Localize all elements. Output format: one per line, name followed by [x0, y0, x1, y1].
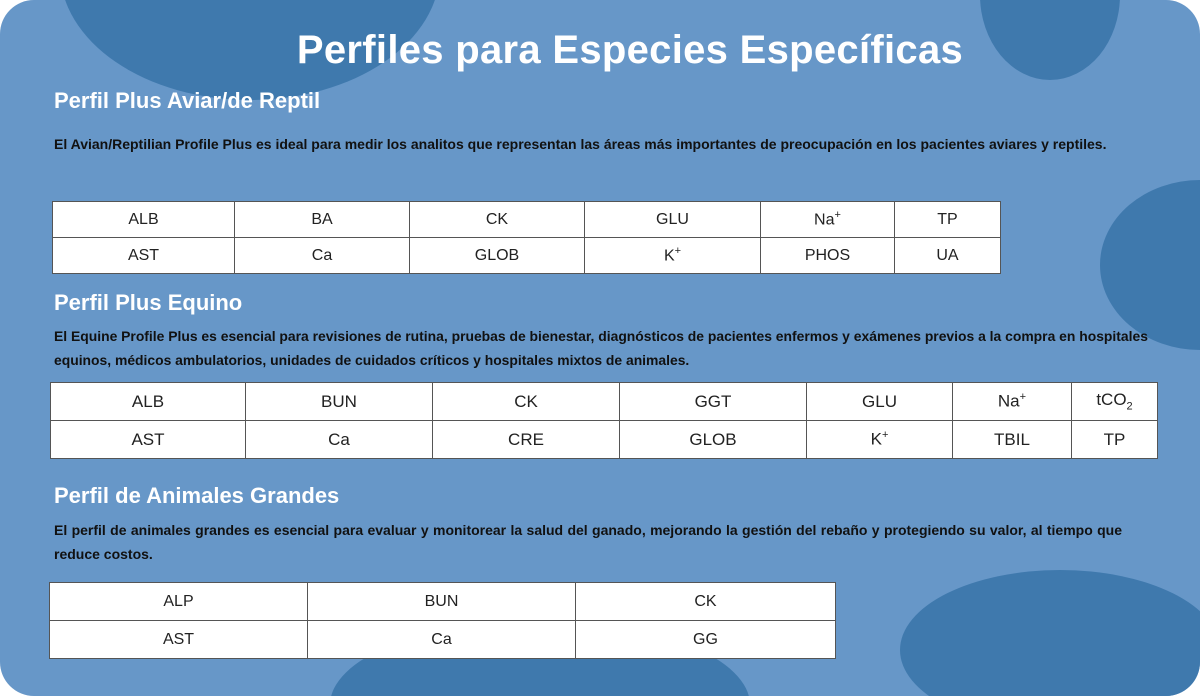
analyte-cell: [895, 202, 1001, 238]
analyte-cell: [585, 202, 761, 238]
analyte-label: ALB: [128, 210, 159, 228]
analyte-label: AST: [131, 429, 165, 449]
table-row: [53, 202, 1001, 238]
analyte-label: PHOS: [804, 246, 851, 264]
analyte-cell: [953, 383, 1072, 421]
analyte-superscript: +: [881, 429, 889, 442]
analyte-cell: [51, 421, 246, 459]
analyte-label: BUN: [424, 592, 459, 610]
table-row: [53, 238, 1001, 274]
analyte-cell: [620, 383, 807, 421]
background-blob: [900, 570, 1200, 696]
analyte-cell: [761, 202, 895, 238]
analyte-cell: [50, 621, 308, 659]
analyte-cell: [308, 621, 576, 659]
analyte-label: UA: [936, 246, 959, 264]
analyte-label: K: [663, 247, 675, 265]
analyte-label: GLOB: [689, 429, 737, 449]
analyte-table-equine: [50, 382, 1158, 459]
analyte-label: TP: [937, 210, 958, 228]
analyte-label: Ca: [431, 630, 452, 648]
analyte-label: BUN: [321, 391, 357, 411]
analyte-cell: [576, 583, 836, 621]
analyte-label: K: [870, 429, 882, 449]
analyte-label: Na: [814, 211, 835, 229]
analyte-superscript: +: [834, 209, 841, 222]
analyte-label: ALP: [163, 592, 194, 610]
analyte-cell: [308, 583, 576, 621]
analyte-label: CK: [514, 391, 538, 411]
table-row: [51, 383, 1158, 421]
section-title-equine: Perfil Plus Equino: [54, 290, 243, 315]
analyte-label: GLU: [656, 210, 689, 228]
analyte-label: GG: [693, 630, 718, 648]
analyte-cell: [433, 383, 620, 421]
analyte-cell: [585, 238, 761, 274]
section-description-equine: El Equine Profile Plus es esencial para revisiones de rutina, pruebas de bienestar, diagnósticos de pacientes enfermos y exámenes previos a la compra en hospitales equinos, médicos ambulatorios, unidades de cuidados críticos y hospitales mixtos de animales.: [54, 328, 1148, 368]
analyte-cell: [51, 383, 246, 421]
analyte-label: ALB: [131, 391, 165, 411]
table-row: [50, 583, 836, 621]
analyte-label: GLOB: [474, 246, 520, 264]
analyte-superscript: +: [1019, 391, 1027, 404]
analyte-cell: [246, 421, 433, 459]
analyte-label: AST: [127, 246, 160, 264]
analyte-subscript: 2: [1126, 400, 1133, 413]
page-title: Perfiles para Especies Específicas: [296, 28, 964, 72]
analyte-cell: [761, 238, 895, 274]
section-description-large-animal: El perfil de animales grandes es esencial para evaluar y monitorear la salud del ganado, mejorando la gestión del rebaño y protegiendo su valor, al tiempo que reduce costos.: [54, 522, 1122, 562]
analyte-cell: [410, 202, 585, 238]
analyte-label: GGT: [694, 391, 732, 411]
section-title-avian: Perfil Plus Aviar/de Reptil: [54, 88, 321, 113]
analyte-label: CK: [694, 592, 717, 610]
table-row: [50, 621, 836, 659]
analyte-cell: [235, 202, 410, 238]
section-title-large-animal: Perfil de Animales Grandes: [54, 483, 340, 508]
analyte-cell: [953, 421, 1072, 459]
analyte-cell: [1072, 421, 1158, 459]
analyte-table-large-animal: [49, 582, 836, 659]
analyte-label: AST: [162, 630, 195, 648]
analyte-cell: [807, 421, 953, 459]
analyte-cell: [53, 238, 235, 274]
analyte-superscript: +: [674, 245, 682, 258]
analyte-cell: [576, 621, 836, 659]
analyte-label: tCO: [1096, 390, 1127, 410]
analyte-label: TP: [1103, 429, 1126, 449]
analyte-cell: [246, 383, 433, 421]
analyte-label: Ca: [328, 429, 350, 449]
analyte-cell: [50, 583, 308, 621]
analyte-label: BA: [311, 210, 333, 228]
analyte-cell: [433, 421, 620, 459]
analyte-cell: [53, 202, 235, 238]
analyte-cell: [807, 383, 953, 421]
analyte-cell: [1072, 383, 1158, 421]
analyte-table-avian: [52, 201, 1001, 274]
analyte-cell: [235, 238, 410, 274]
analyte-label: Ca: [311, 246, 333, 264]
table-row: [51, 421, 1158, 459]
analyte-label: CK: [485, 210, 509, 228]
analyte-label: TBIL: [994, 429, 1030, 449]
analyte-label: CRE: [508, 429, 544, 449]
analyte-label: GLU: [862, 391, 897, 411]
analyte-cell: [410, 238, 585, 274]
section-description-avian: El Avian/Reptilian Profile Plus es ideal para medir los analitos que representan las áreas más importantes de preocupación en los pacientes aviares y reptiles.: [54, 136, 1107, 152]
analyte-cell: [620, 421, 807, 459]
analyte-label: Na: [997, 391, 1020, 411]
analyte-cell: [895, 238, 1001, 274]
